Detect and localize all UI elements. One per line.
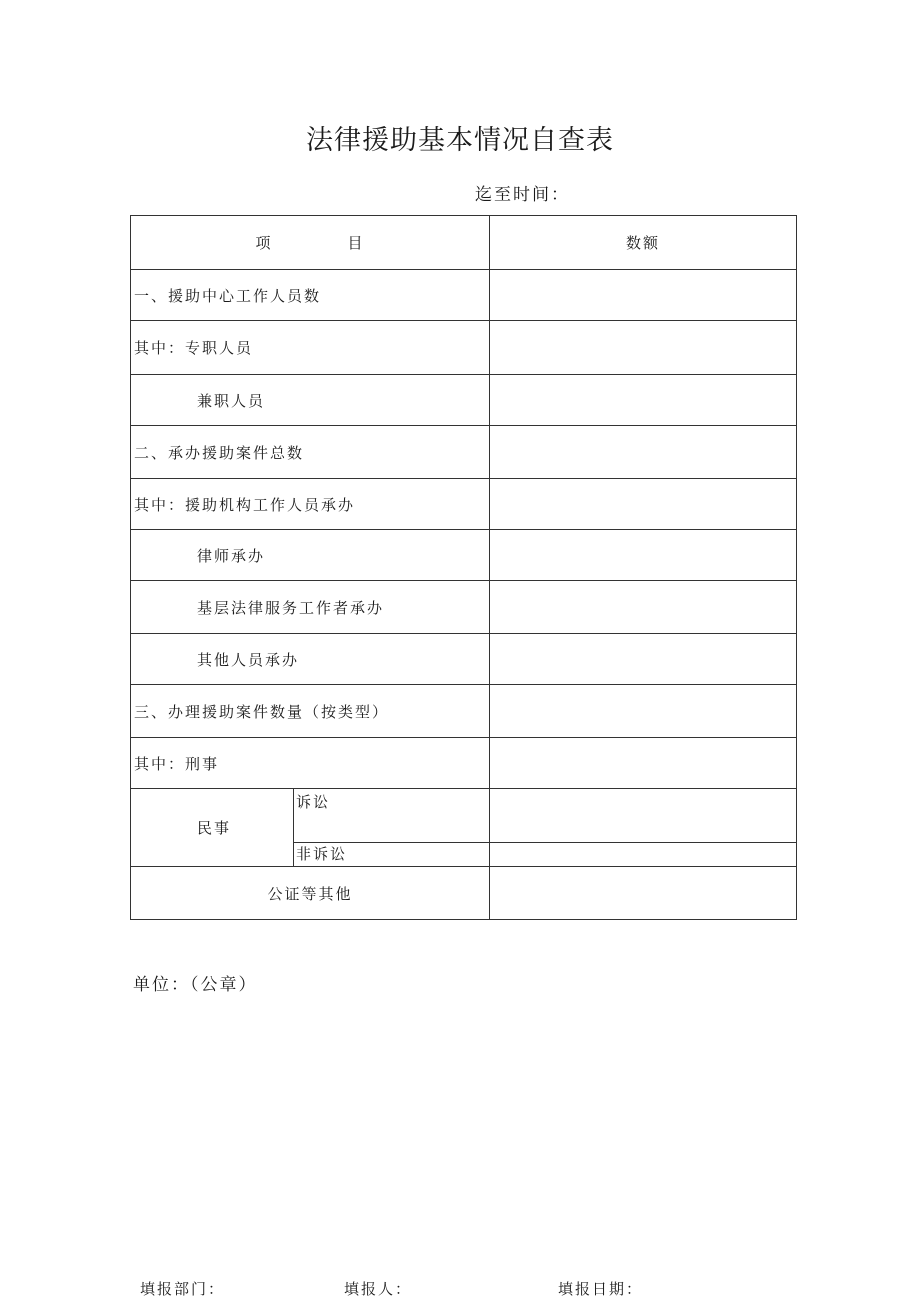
table-row <box>131 321 797 375</box>
deadline-label: 迄至时间： <box>475 185 570 205</box>
header-item-right: 目 <box>347 234 365 252</box>
self-check-table <box>130 215 797 920</box>
footer-department: 填报部门： <box>140 1280 226 1298</box>
row-label: 基层法律服务工作者承办 <box>131 581 490 634</box>
footer-date: 填报日期： <box>558 1280 644 1298</box>
row-label: 其中：刑事 <box>131 738 490 789</box>
amount-cell[interactable] <box>490 426 797 479</box>
table-row-notary <box>131 867 797 920</box>
page-title: 法律援助基本情况自查表 <box>306 125 614 156</box>
row-label: 其他人员承办 <box>131 634 490 685</box>
header-item-left: 项 <box>255 234 273 252</box>
amount-cell[interactable] <box>490 789 797 843</box>
header-amount: 数额 <box>490 216 797 270</box>
amount-cell[interactable] <box>490 375 797 426</box>
table-row <box>131 375 797 426</box>
table-row-civil-litigation <box>131 789 797 843</box>
amount-cell[interactable] <box>490 479 797 530</box>
row-label: 一、援助中心工作人员数 <box>131 270 490 321</box>
amount-cell[interactable] <box>490 843 797 867</box>
table-row <box>131 581 797 634</box>
amount-cell[interactable] <box>490 685 797 738</box>
sub-label-litigation: 诉讼 <box>294 789 490 843</box>
table-header-row <box>131 216 797 270</box>
row-label: 律师承办 <box>131 530 490 581</box>
table-row <box>131 426 797 479</box>
table-row <box>131 530 797 581</box>
row-label: 其中：专职人员 <box>131 321 490 375</box>
table-row <box>131 479 797 530</box>
header-item <box>131 216 490 270</box>
table-row <box>131 685 797 738</box>
table-row <box>131 738 797 789</box>
amount-cell[interactable] <box>490 634 797 685</box>
amount-cell[interactable] <box>490 738 797 789</box>
amount-cell[interactable] <box>490 321 797 375</box>
footer-person: 填报人： <box>344 1280 413 1298</box>
amount-cell[interactable] <box>490 867 797 920</box>
unit-seal-label: 单位：（公章） <box>133 975 258 995</box>
table-row <box>131 270 797 321</box>
civil-label: 民事 <box>131 789 294 867</box>
row-label: 其中：援助机构工作人员承办 <box>131 479 490 530</box>
amount-cell[interactable] <box>490 530 797 581</box>
amount-cell[interactable] <box>490 581 797 634</box>
amount-cell[interactable] <box>490 270 797 321</box>
row-label: 三、办理援助案件数量（按类型） <box>131 685 490 738</box>
row-label: 二、承办援助案件总数 <box>131 426 490 479</box>
table-row <box>131 634 797 685</box>
sub-label-non-litigation: 非诉讼 <box>294 843 490 867</box>
row-label: 兼职人员 <box>131 375 490 426</box>
row-label-notary: 公证等其他 <box>131 867 490 920</box>
